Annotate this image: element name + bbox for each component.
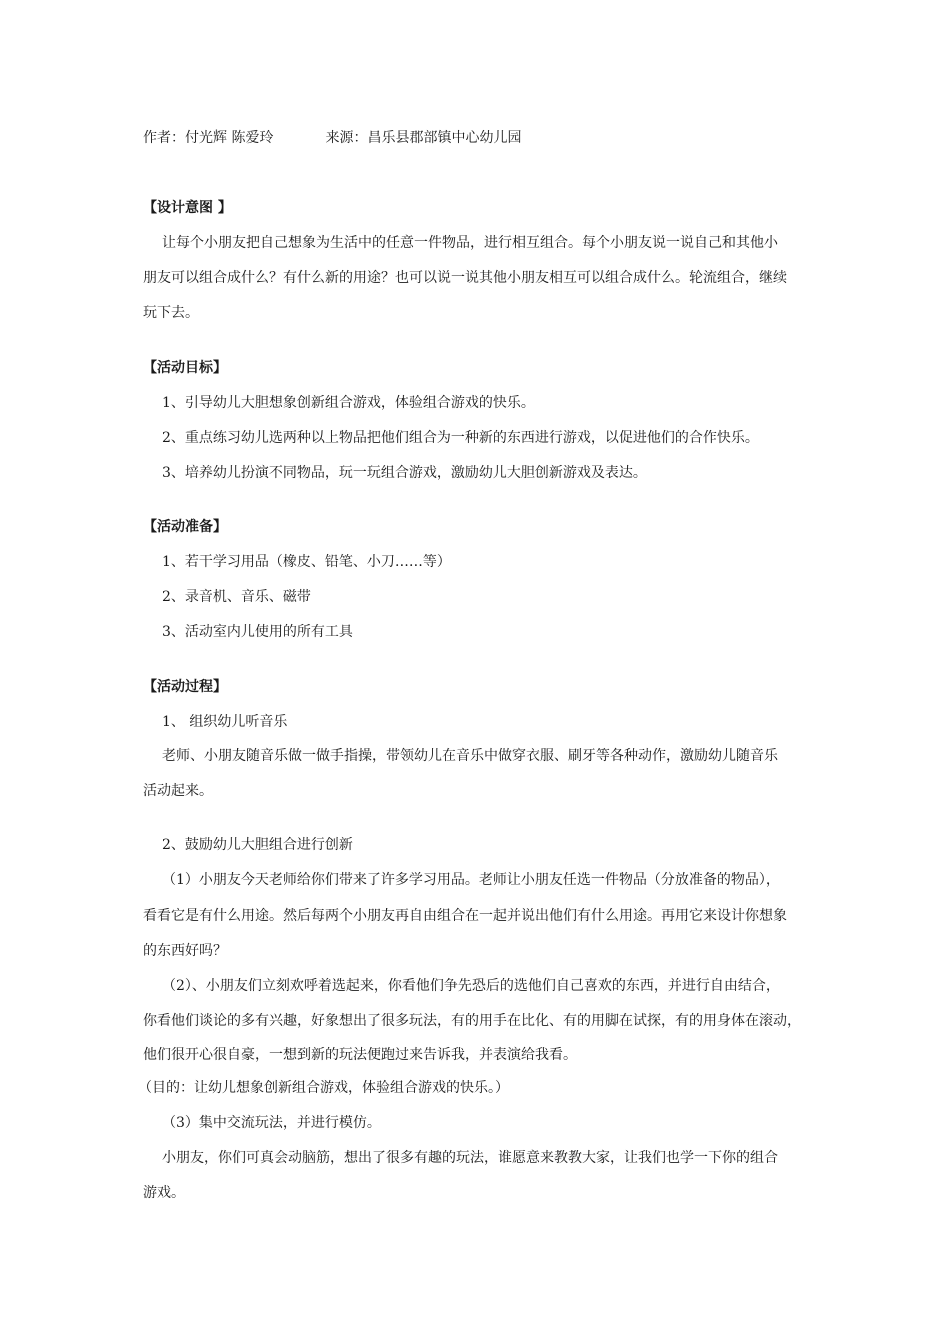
process-heading: 【活动过程】 [143, 679, 227, 695]
purpose-note: （目的：让幼儿想象创新组合游戏，体验组合游戏的快乐。） [138, 1080, 509, 1096]
sub1-line: 看看它是有什么用途。然后每两个小朋友再自由组合在一起并说出他们有什么用途。再用它来设计你想象 [143, 908, 787, 924]
sub1-line: 的东西好吗？ [143, 943, 227, 959]
prep-item: 1、若干学习用品（橡皮、铅笔、小刀……等） [162, 554, 451, 570]
prep-item: 2、录音机、音乐、磁带 [162, 589, 311, 605]
sub3-line: 游戏。 [143, 1185, 185, 1201]
step1-line: 老师、小朋友随音乐做一做手指操，带领幼儿在音乐中做穿衣服、刷牙等各种动作，激励幼儿随音乐 [162, 748, 778, 764]
step1-line: 活动起来。 [143, 783, 213, 799]
step2-title: 2、鼓励幼儿大胆组合进行创新 [162, 837, 353, 853]
goal-item: 2、重点练习幼儿选两种以上物品把他们组合为一种新的东西进行游戏，以促进他们的合作快乐。 [162, 430, 759, 446]
source-label: 来源：昌乐县郡部镇中心幼儿园 [325, 130, 522, 146]
author-label: 作者：付光辉 陈爱玲 [143, 130, 274, 146]
sub1-line: （1）小朋友今天老师给你们带来了许多学习用品。老师让小朋友任选一件物品（分放准备的物品）， [162, 872, 780, 888]
goal-item: 3、培养幼儿扮演不同物品，玩一玩组合游戏，激励幼儿大胆创新游戏及表达。 [162, 465, 647, 481]
goals-heading: 【活动目标】 [143, 360, 227, 376]
sub3-line: 小朋友，你们可真会动脑筋，想出了很多有趣的玩法，谁愿意来教教大家，让我们也学一下你的组合 [162, 1150, 778, 1166]
design-line: 玩下去。 [143, 305, 199, 321]
step1-title: 1、 组织幼儿听音乐 [162, 714, 288, 730]
design-line: 朋友可以组合成什么？有什么新的用途？也可以说一说其他小朋友相互可以组合成什么。轮流组合，继续 [143, 270, 787, 286]
goal-item: 1、引导幼儿大胆想象创新组合游戏，体验组合游戏的快乐。 [162, 395, 535, 411]
prep-heading: 【活动准备】 [143, 519, 227, 535]
sub3-title: （3）集中交流玩法，并进行模仿。 [162, 1115, 381, 1131]
sub2-line: 你看他们谈论的多有兴趣，好象想出了很多玩法，有的用手在比化、有的用脚在试探，有的用身体在滚动， [143, 1013, 801, 1029]
byline [143, 128, 521, 148]
sub2-line: 他们很开心很自豪，一想到新的玩法便跑过来告诉我，并表演给我看。 [143, 1047, 577, 1063]
design-heading: 【设计意图 】 [143, 200, 232, 216]
sub2-line: （2）、小朋友们立刻欢呼着选起来，你看他们争先恐后的选他们自己喜欢的东西，并进行自由结合， [162, 978, 780, 994]
design-line: 让每个小朋友把自己想象为生活中的任意一件物品，进行相互组合。每个小朋友说一说自己和其他小 [162, 235, 778, 251]
prep-item: 3、活动室内儿使用的所有工具 [162, 624, 353, 640]
